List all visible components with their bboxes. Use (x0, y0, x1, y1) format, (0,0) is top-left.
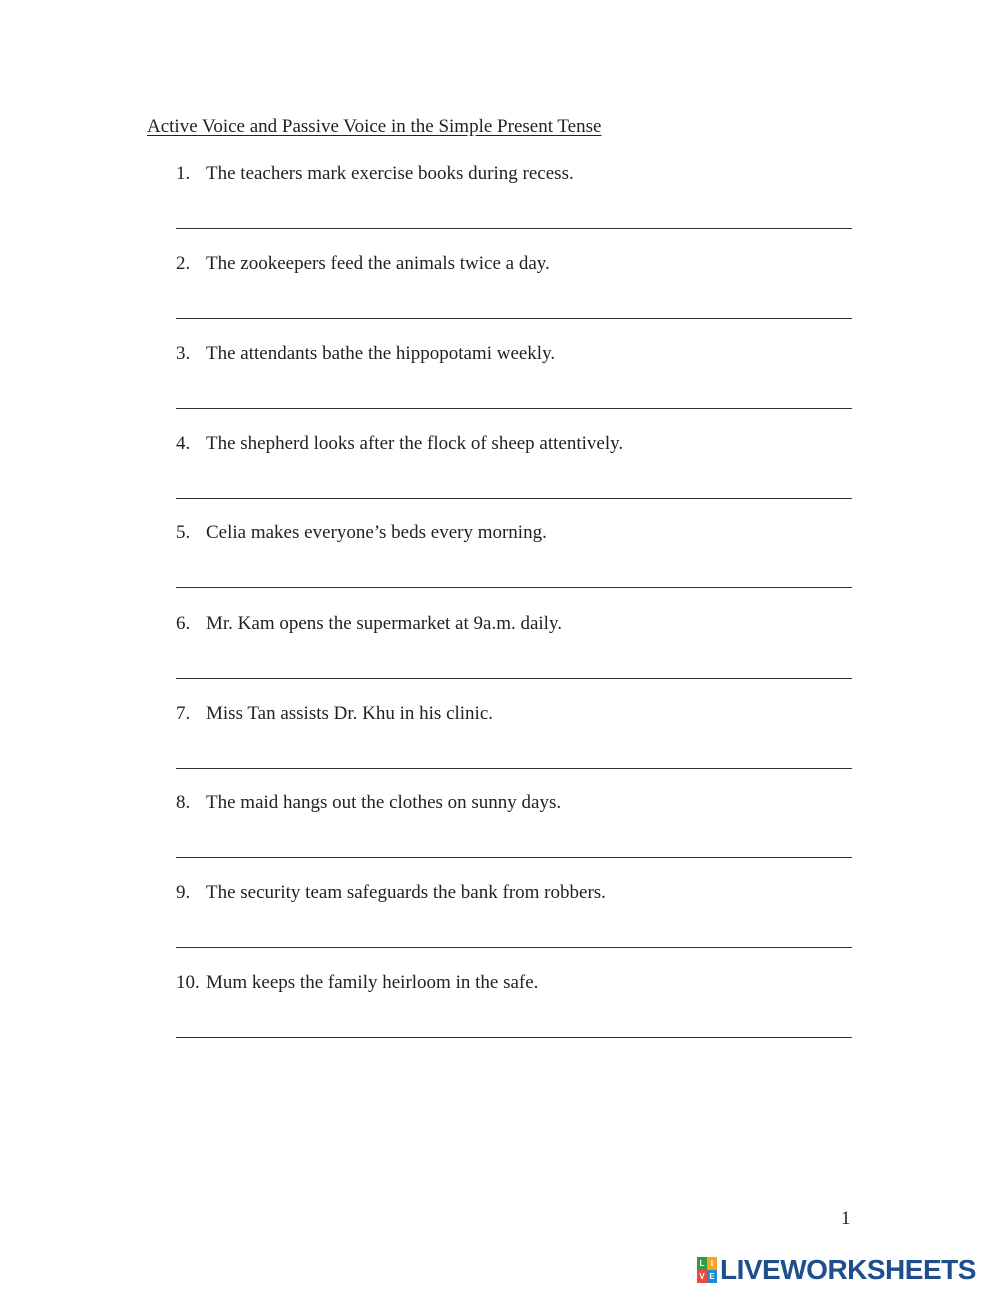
answer-field-6[interactable] (176, 658, 852, 679)
question-number: 5. (176, 522, 191, 543)
question-item-8 (176, 792, 852, 872)
question-item-1 (176, 163, 852, 243)
question-number: 3. (176, 343, 191, 364)
answer-field-10[interactable] (176, 1017, 852, 1038)
question-number: 4. (176, 433, 191, 454)
worksheet-title: Active Voice and Passive Voice in the Simple Present Tense (147, 116, 602, 137)
question-number: 9. (176, 882, 191, 903)
answer-field-5[interactable] (176, 567, 852, 588)
question-number: 8. (176, 792, 191, 813)
question-sentence: Celia makes everyone’s beds every morning. (206, 522, 547, 543)
logo-letter-e: E (707, 1270, 717, 1283)
question-item-9 (176, 882, 852, 962)
question-number: 6. (176, 613, 191, 634)
question-item-2 (176, 253, 852, 333)
question-sentence: Mum keeps the family heirloom in the safe. (206, 972, 539, 993)
question-item-6 (176, 613, 852, 693)
question-sentence: The attendants bathe the hippopotami weekly. (206, 343, 556, 364)
liveworksheets-brand[interactable] (697, 1254, 976, 1286)
question-item-4 (176, 433, 852, 513)
answer-field-3[interactable] (176, 388, 852, 409)
question-number: 7. (176, 703, 191, 724)
logo-letter-v: V (697, 1270, 707, 1283)
question-item-5 (176, 522, 852, 602)
question-sentence: The security team safeguards the bank from robbers. (206, 882, 606, 903)
question-number: 1. (176, 163, 191, 184)
question-sentence: The teachers mark exercise books during recess. (206, 163, 574, 184)
question-item-3 (176, 343, 852, 423)
answer-field-2[interactable] (176, 298, 852, 319)
question-item-7 (176, 703, 852, 783)
answer-field-1[interactable] (176, 208, 852, 229)
page-number: 1 (841, 1208, 851, 1229)
question-sentence: Miss Tan assists Dr. Khu in his clinic. (206, 703, 494, 724)
question-sentence: Mr. Kam opens the supermarket at 9a.m. daily. (206, 613, 562, 634)
answer-field-9[interactable] (176, 927, 852, 948)
logo-letter-i: I (707, 1257, 717, 1270)
question-number: 2. (176, 253, 191, 274)
liveworksheets-logo-icon (697, 1257, 717, 1283)
logo-letter-l: L (697, 1257, 707, 1270)
question-sentence: The maid hangs out the clothes on sunny days. (206, 792, 562, 813)
answer-field-7[interactable] (176, 748, 852, 769)
brand-name: LIVEWORKSHEETS (720, 1254, 976, 1285)
question-sentence: The zookeepers feed the animals twice a day. (206, 253, 550, 274)
question-number: 10. (176, 972, 200, 993)
question-sentence: The shepherd looks after the flock of sheep attentively. (206, 433, 624, 454)
question-item-10 (176, 972, 852, 1052)
answer-field-4[interactable] (176, 478, 852, 499)
answer-field-8[interactable] (176, 837, 852, 858)
